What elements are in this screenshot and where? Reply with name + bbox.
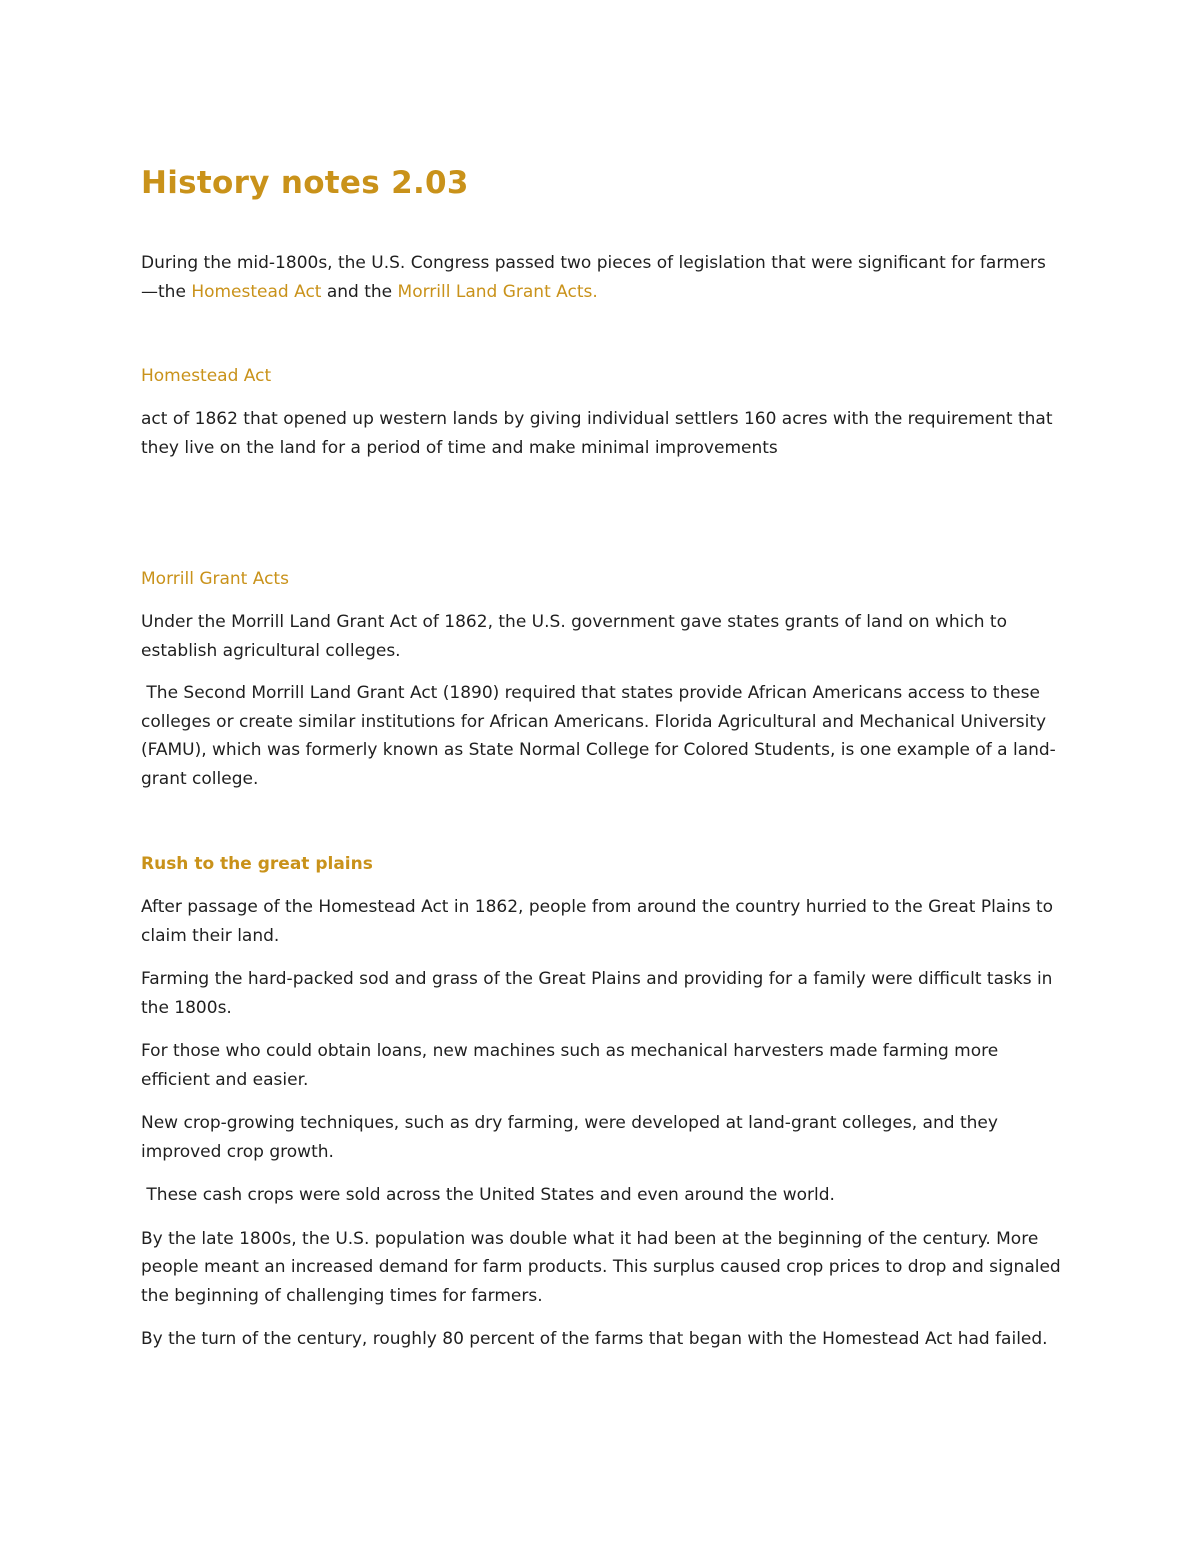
intro-paragraph (141, 249, 1061, 306)
rush-paragraph: After passage of the Homestead Act in 1862, people from around the country hurried to the Great Plains to claim their land. (141, 897, 1054, 946)
intro-text-part1: During the mid-1800s, the U.S. Congress passed two pieces of legislation that were significant for farmers—the (141, 253, 1046, 302)
rush-section (141, 893, 1061, 1354)
rush-paragraph: These cash crops were sold across the United States and even around the world. (141, 1185, 835, 1205)
homestead-act-link: Homestead Act (191, 281, 322, 302)
homestead-act-heading: Homestead Act (141, 366, 272, 386)
rush-to-great-plains-heading: Rush to the great plains (141, 854, 373, 874)
morrill-acts-link: Morrill Land Grant Acts. (397, 281, 598, 302)
rush-paragraph: For those who could obtain loans, new machines such as mechanical harvesters made farming more efficient and easier. (141, 1041, 999, 1090)
page-title: History notes 2.03 (141, 165, 469, 201)
document-body (141, 160, 1061, 1354)
rush-paragraph: By the turn of the century, roughly 80 percent of the farms that began with the Homestead Act had failed. (141, 1329, 1048, 1349)
morrill-paragraph: Under the Morrill Land Grant Act of 1862, the U.S. government gave states grants of land on which to establish agricultural colleges. (141, 612, 1007, 661)
rush-paragraph: New crop-growing techniques, such as dry farming, were developed at land-grant colleges, and they improved crop growth. (141, 1113, 998, 1162)
intro-text-part2: and the (321, 281, 398, 302)
morrill-paragraph: The Second Morrill Land Grant Act (1890) required that states provide African Americans access to these colleges or create similar institutions for African Americans. Florida Agricultural and Mechanical University (FAMU), which was formerly known as State Normal College for Colored Students, is one example of a land-grant college. (141, 683, 1056, 789)
rush-paragraph: Farming the hard-packed sod and grass of the Great Plains and providing for a family were difficult tasks in the 1800s. (141, 969, 1053, 1018)
rush-paragraph: By the late 1800s, the U.S. population was double what it had been at the beginning of the century. More people meant an increased demand for farm products. This surplus caused crop prices to drop and signaled the beginning of challenging times for farmers. (141, 1228, 1061, 1306)
homestead-act-paragraph: act of 1862 that opened up western lands by giving individual settlers 160 acres with the requirement that they live on the land for a period of time and make minimal improvements (141, 409, 1053, 458)
morrill-grant-acts-heading: Morrill Grant Acts (141, 569, 289, 589)
